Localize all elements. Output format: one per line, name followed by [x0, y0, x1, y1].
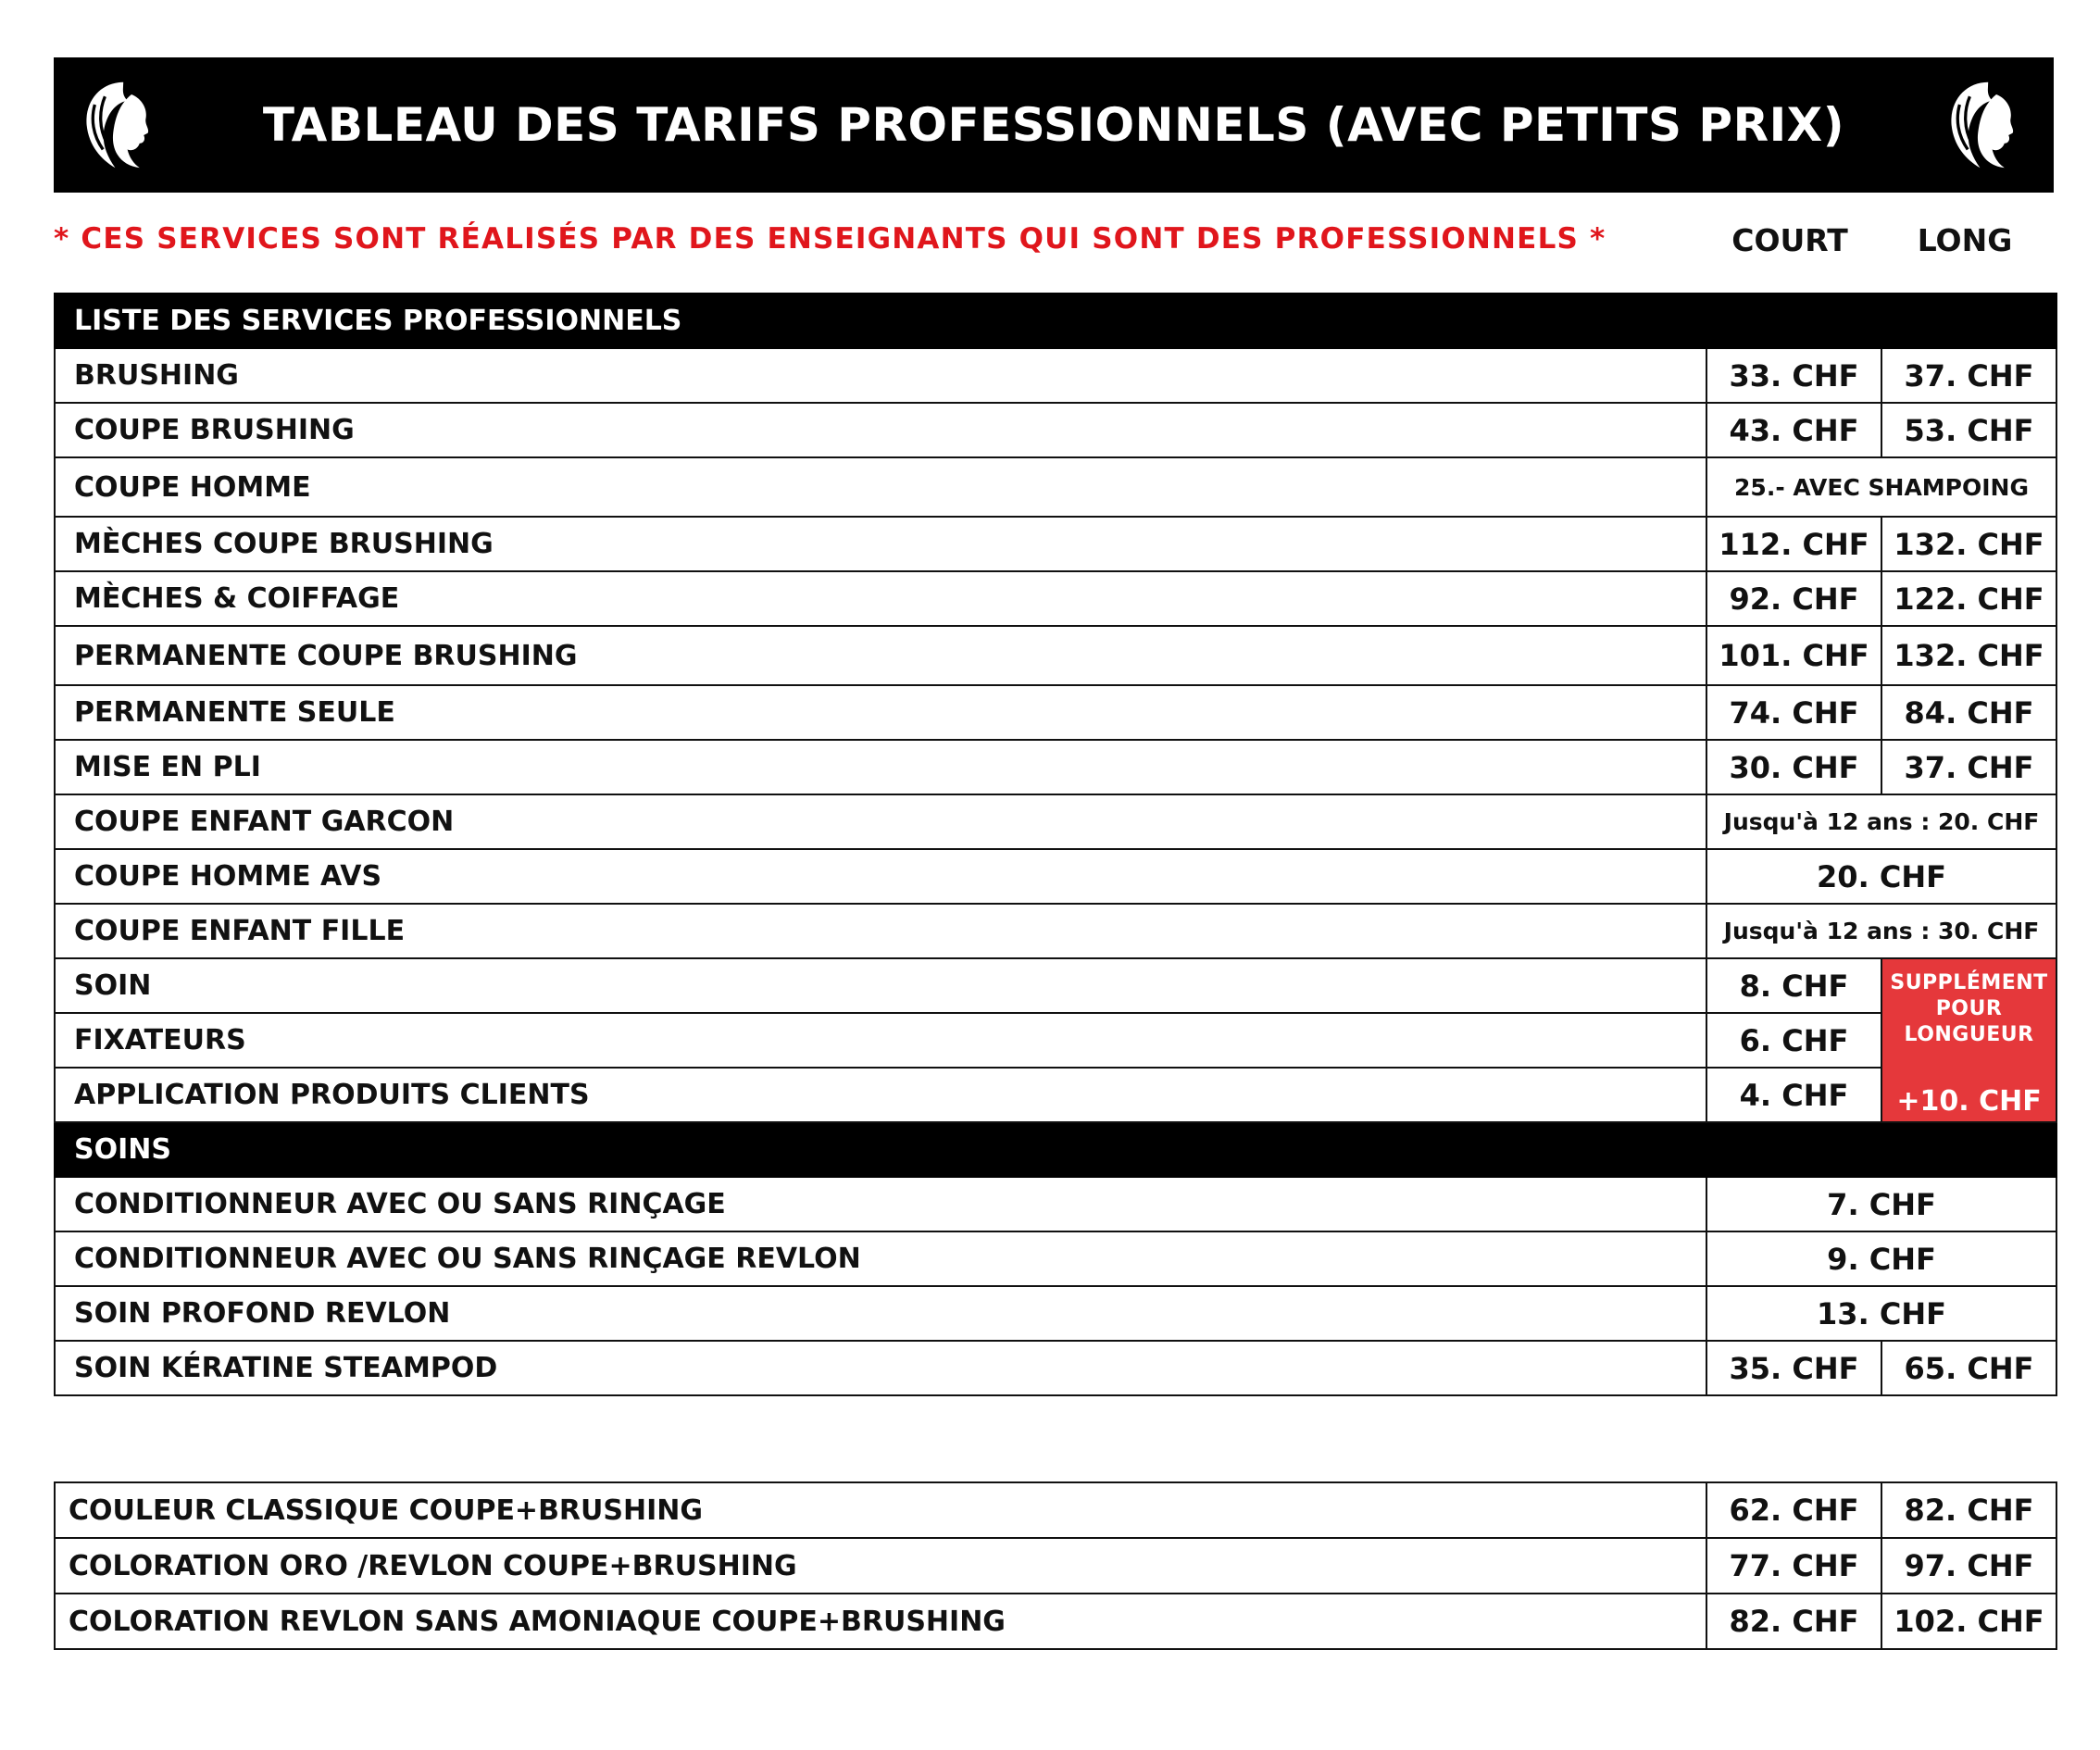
- service-name: COULEUR CLASSIQUE COUPE+BRUSHING: [55, 1482, 1706, 1538]
- services-price-table: [54, 293, 2057, 1396]
- table-row: [55, 685, 2056, 740]
- price-long: 132. CHF: [1881, 517, 2056, 571]
- service-name: PERMANENTE SEULE: [55, 685, 1706, 740]
- price-court: 30. CHF: [1706, 740, 1881, 794]
- price-merged: 7. CHF: [1706, 1177, 2056, 1231]
- section-title-soins: SOINS: [55, 1122, 2056, 1177]
- length-supplement-badge: [1881, 958, 2056, 1122]
- price-court: 101. CHF: [1706, 626, 1881, 685]
- woman-silhouette-icon: [70, 74, 172, 176]
- service-name: BRUSHING: [55, 348, 1706, 403]
- service-name: MÈCHES & COIFFAGE: [55, 571, 1706, 626]
- table-row: [55, 348, 2056, 403]
- price-court: 112. CHF: [1706, 517, 1881, 571]
- table-row: [55, 1068, 2056, 1122]
- table-row: [55, 403, 2056, 457]
- woman-silhouette-icon: [1935, 74, 2037, 176]
- service-name: COUPE BRUSHING: [55, 403, 1706, 457]
- service-name: SOIN KÉRATINE STEAMPOD: [55, 1341, 1706, 1395]
- title-banner: [54, 57, 2054, 193]
- table-row: [55, 849, 2056, 904]
- table-row: [55, 904, 2056, 958]
- column-header-court: COURT: [1731, 222, 1848, 258]
- price-merged: 20. CHF: [1706, 849, 2056, 904]
- price-long: 97. CHF: [1881, 1538, 2056, 1594]
- price-long: 82. CHF: [1881, 1482, 2056, 1538]
- table-row: [55, 1594, 2056, 1649]
- table-row: [55, 1341, 2056, 1395]
- table-row: [55, 457, 2056, 517]
- price-merged: Jusqu'à 12 ans : 20. CHF: [1706, 794, 2056, 849]
- table-row: [55, 1538, 2056, 1594]
- service-name: CONDITIONNEUR AVEC OU SANS RINÇAGE REVLON: [55, 1231, 1706, 1286]
- professionals-notice: * CES SERVICES SONT RÉALISÉS PAR DES ENSEIGNANTS QUI SONT DES PROFESSIONNELS *: [54, 222, 1606, 256]
- service-name: COLORATION REVLON SANS AMONIAQUE COUPE+BRUSHING: [55, 1594, 1706, 1649]
- price-merged: 25.- AVEC SHAMPOING: [1706, 457, 2056, 517]
- table-row: [55, 1286, 2056, 1341]
- table-row: [55, 1231, 2056, 1286]
- supplement-price: +10. CHF: [1896, 1085, 2042, 1118]
- table-row: [55, 1482, 2056, 1538]
- price-long: 37. CHF: [1881, 740, 2056, 794]
- price-court: 33. CHF: [1706, 348, 1881, 403]
- service-name: COUPE ENFANT FILLE: [55, 904, 1706, 958]
- table-row: [55, 740, 2056, 794]
- price-court: 4. CHF: [1706, 1068, 1881, 1122]
- price-long: 37. CHF: [1881, 348, 2056, 403]
- price-court: 74. CHF: [1706, 685, 1881, 740]
- service-name: FIXATEURS: [55, 1013, 1706, 1068]
- service-name: SOIN PROFOND REVLON: [55, 1286, 1706, 1341]
- price-court: 62. CHF: [1706, 1482, 1881, 1538]
- price-long: 84. CHF: [1881, 685, 2056, 740]
- service-name: PERMANENTE COUPE BRUSHING: [55, 626, 1706, 685]
- table-row: [55, 626, 2056, 685]
- table-row: [55, 1013, 2056, 1068]
- service-name: COUPE HOMME: [55, 457, 1706, 517]
- service-name: CONDITIONNEUR AVEC OU SANS RINÇAGE: [55, 1177, 1706, 1231]
- price-long: 102. CHF: [1881, 1594, 2056, 1649]
- service-name: COUPE HOMME AVS: [55, 849, 1706, 904]
- price-merged: Jusqu'à 12 ans : 30. CHF: [1706, 904, 2056, 958]
- price-long: 65. CHF: [1881, 1341, 2056, 1395]
- price-merged: 9. CHF: [1706, 1231, 2056, 1286]
- supplement-label: SUPPLÉMENT POUR LONGUEUR: [1890, 971, 2048, 1046]
- service-name: MISE EN PLI: [55, 740, 1706, 794]
- service-name: COUPE ENFANT GARCON: [55, 794, 1706, 849]
- coloration-price-table: [54, 1481, 2057, 1650]
- service-name: SOIN: [55, 958, 1706, 1013]
- price-long: 132. CHF: [1881, 626, 2056, 685]
- table-row: [55, 958, 2056, 1013]
- column-header-long: LONG: [1917, 222, 2013, 258]
- service-name: MÈCHES COUPE BRUSHING: [55, 517, 1706, 571]
- price-court: 8. CHF: [1706, 958, 1881, 1013]
- price-merged: 13. CHF: [1706, 1286, 2056, 1341]
- table-row: [55, 1177, 2056, 1231]
- section-header-row: [55, 294, 2056, 348]
- section-title-professional: LISTE DES SERVICES PROFESSIONNELS: [55, 294, 2056, 348]
- price-court: 35. CHF: [1706, 1341, 1881, 1395]
- table-row: [55, 517, 2056, 571]
- price-court: 77. CHF: [1706, 1538, 1881, 1594]
- price-court: 6. CHF: [1706, 1013, 1881, 1068]
- table-row: [55, 571, 2056, 626]
- page-title: TABLEAU DES TARIFS PROFESSIONNELS (AVEC PETITS PRIX): [262, 98, 1845, 152]
- price-long: 122. CHF: [1881, 571, 2056, 626]
- service-name: APPLICATION PRODUITS CLIENTS: [55, 1068, 1706, 1122]
- price-court: 82. CHF: [1706, 1594, 1881, 1649]
- price-long: 53. CHF: [1881, 403, 2056, 457]
- section-header-row: [55, 1122, 2056, 1177]
- price-court: 92. CHF: [1706, 571, 1881, 626]
- service-name: COLORATION ORO /REVLON COUPE+BRUSHING: [55, 1538, 1706, 1594]
- price-court: 43. CHF: [1706, 403, 1881, 457]
- table-row: [55, 794, 2056, 849]
